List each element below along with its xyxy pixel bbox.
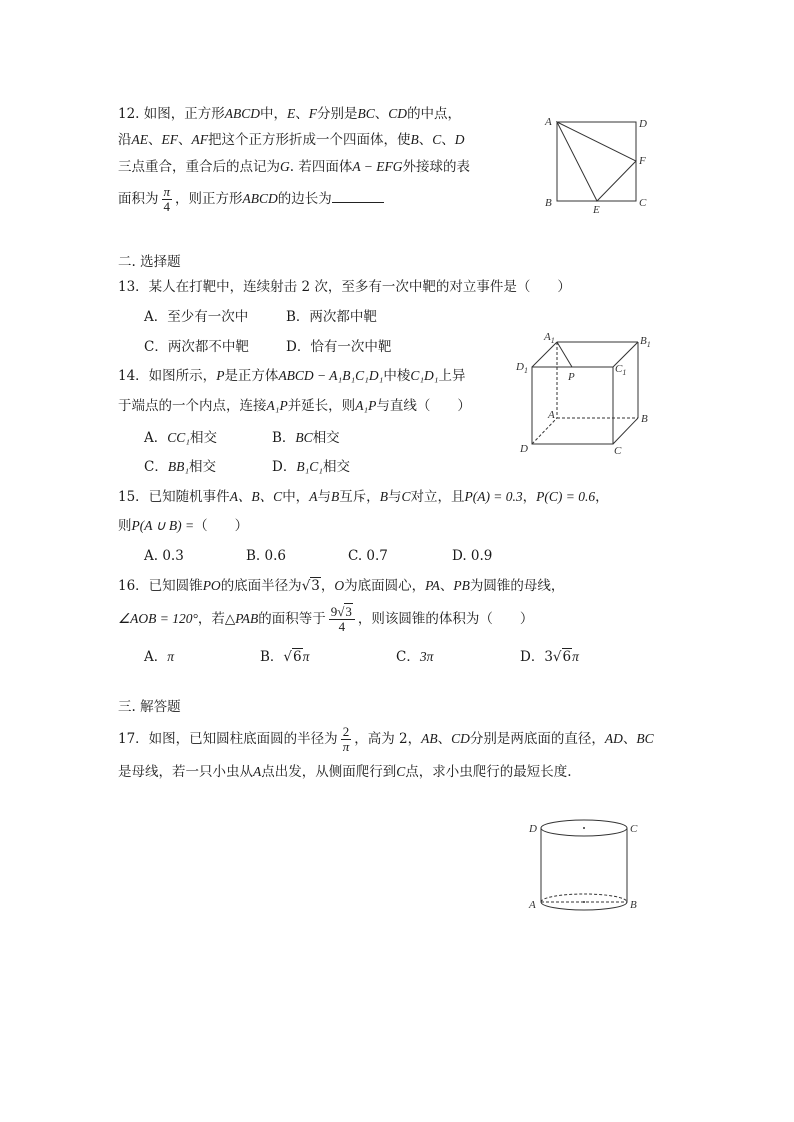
q16-option-c[interactable]: C．3π [396,649,434,665]
fig17-label-C: C [630,823,638,835]
fig14-label-D: D [520,443,528,455]
fig14-label-B1: $B_1$ [640,335,651,349]
fig17-label-B: B [630,899,637,911]
fig12-label-A: A [545,116,552,128]
fig12-label-E: E [593,204,600,214]
q15-option-b[interactable]: B. 0.6 [246,548,286,564]
fig17-label-D: D [529,823,537,835]
fig14-label-P: P [568,371,575,383]
q16-option-a[interactable]: A．π [144,649,175,665]
sqrt-3: √3 [301,578,320,594]
fig14-label-C: C [614,445,622,457]
q14-option-d[interactable]: D．B₁C₁相交 [272,459,350,475]
q12-line3: 三点重合，重合后的点记为G. 若四面体A − EFG外接球的表 [118,159,470,175]
section-3-heading: 三. 解答题 [118,699,181,715]
cube-figure [510,330,660,458]
fraction-pi-over-4: $\frac{\pi}{4}$ [163,184,171,214]
q15-option-c[interactable]: C. 0.7 [348,548,388,564]
fig14-label-C1: $C_1$ [615,363,627,377]
q15-option-a[interactable]: A. 0.3 [144,548,184,564]
fig14-label-B: B [641,413,648,425]
q13-option-a[interactable]: A．至少有一次中 [144,309,249,325]
q12-line4: 面积为 $\frac{\pi}{4}$ ，则正方形ABCD的边长为 [118,184,384,214]
q15-option-d[interactable]: D. 0.9 [452,548,493,564]
q13-stem: 13．某人在打靶中，连续射击 2 次，至多有一次中靶的对立事件是（ ） [118,279,571,295]
q14-line1: 14．如图所示，P是正方体ABCD − A₁B₁C₁D₁中棱C₁D₁上异 [118,368,466,384]
q16-option-b[interactable]: B．√6π [260,649,310,665]
q12-line1: 12. 如图，正方形ABCD中，E、F分别是BC、CD的中点， [118,106,462,122]
q13-option-d[interactable]: D．恰有一次中靶 [286,339,392,355]
fraction-9sqrt3-over-4: $\frac{9√3}{4}$ [329,605,355,634]
fig14-label-A1: $A_1$ [544,331,555,345]
q17-line2: 是母线，若一只小虫从A点出发，从侧面爬行到C点，求小虫爬行的最短长度. [118,764,572,780]
q12-line2: 沿AE、EF、AF把这个正方形折成一个四面体，使B、C、D [118,132,465,148]
fig12-label-D: D [639,118,647,130]
q13-option-c[interactable]: C．两次都不中靶 [144,339,249,355]
q14-line2: 于端点的一个内点，连接A₁P并延长，则A₁P与直线（ ） [118,398,471,414]
answer-blank[interactable] [332,190,384,203]
q16-line2: ∠AOB = 120°，若△PAB的面积等于 $\frac{9√3}{4}$ ，则该圆锥的体积为（ ） [118,604,534,634]
cylinder-figure [526,812,646,922]
q16-option-d[interactable]: D．3√6π [520,649,579,665]
fig14-label-A: A [548,409,555,421]
q14-option-a[interactable]: A．CC₁相交 [144,430,217,446]
q17-line1: 17．如图，已知圆柱底面圆的半径为 $\frac{2}{\pi}$ ，高为 2，AB、CD分别是两底面的直径，AD、BC [118,724,654,754]
fig12-label-F: F [639,155,646,167]
q13-option-b[interactable]: B．两次都中靶 [286,309,377,325]
q14-option-c[interactable]: C．BB₁相交 [144,459,217,475]
fig12-label-C: C [639,197,647,209]
square-figure [540,112,652,214]
section-2-heading: 二. 选择题 [118,254,181,270]
fig17-label-A: A [529,899,536,911]
q16-line1: 16．已知圆锥PO的底面半径为√3，O为底面圆心，PA、PB为圆锥的母线， [118,578,565,594]
q15-line1: 15．已知随机事件A、B、C中，A与B互斥，B与C对立，且P(A) = 0.3，P(C) = 0.6， [118,489,609,505]
q15-line2: 则P(A ∪ B) =（ ） [118,518,249,534]
fraction-2-over-pi: $\frac{2}{\pi}$ [342,724,350,754]
fig14-label-D1: $D_1$ [516,361,528,375]
fig12-label-B: B [545,197,552,209]
q14-option-b[interactable]: B．BC相交 [272,430,340,446]
